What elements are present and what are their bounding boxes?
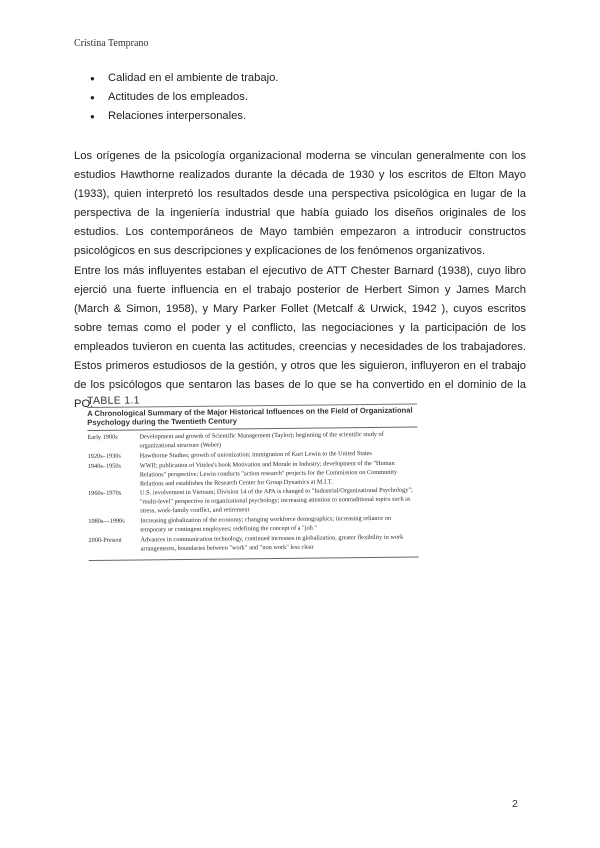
bullet-item: ● Actitudes de los empleados. — [90, 88, 278, 107]
table-row — [88, 534, 418, 555]
body-text — [74, 147, 526, 414]
historical-influences-table — [87, 393, 419, 592]
table-label: TABLE 1.1 — [86, 394, 140, 407]
table-description: Increasing globalization of the economy; changing workforce demographics; increasing reliance on temporary or contingent employees; redefining the concept of a "job." — [140, 514, 392, 534]
table-period: 2000-Present — [88, 536, 122, 544]
page-number: 2 — [512, 798, 518, 810]
table-description: Advances in communication technology, continued increases in globalization, greater flexibility in work arrangements, boundaries between "work" and "non work" less clear — [140, 533, 404, 553]
table-period: 1940s–1950s — [87, 462, 122, 470]
paragraph-origins: Los orígenes de la psicología organizacional moderna se vinculan generalmente con los estudios Hawthorne realizados durante la década de 1930 y los escritos de Elton Mayo (1933), quien interpretó los resultados desde una perspectiva psicológica en lugar de la perspectiva de la ingeniería industrial que había guiado los diseños originales de los estudios. Los contemporáneos de Mayo también empezaron a introducir constructos psicológicos en sus descripciones y explicaciones de los fenómenos organizativos. — [74, 150, 526, 258]
page-header-author: Cristina Temprano — [74, 38, 149, 49]
bullet-list — [90, 69, 278, 126]
table-row — [88, 515, 418, 536]
table-description: Development and growth of Scientific Management (Taylor); beginning of the scientific study of organizational structure (Weber) — [139, 430, 384, 450]
table-period: 1920s–1930s — [87, 452, 121, 460]
table-period: 1960s–1970s — [87, 490, 122, 498]
table-bottom-rule — [89, 556, 419, 560]
table-body — [87, 431, 418, 555]
table-row — [87, 431, 417, 452]
table-description: U.S. involvement in Vietnam; Division 14 of the APA is changed to "Industrial/Organizational Psychology"; "multi-level" perspective in organizational psychology; increasing attention to nontraditional topics such as stress, work-family conflict, and retirement — [139, 487, 413, 515]
table-title: A Chronological Summary of the Major Historical Influences on the Field of Organizational Psychology during the Twentieth Century — [87, 404, 417, 427]
table-description: Hawthorne Studies; growth of unionization; immigration of Kurt Lewin to the United States — [139, 449, 372, 460]
table-description: WWII; publication of Viteles's book Motivation and Morale in Industry; development of the "Human Relations" perspective; Lewin conducts "action research" projects for the Commission on Community Relations and establishes the Research Center for Group Dynamics at M.I.T. — [139, 459, 398, 487]
table-period: Early 1900s — [87, 433, 118, 441]
table-row — [88, 459, 418, 489]
bullet-item: ● Calidad en el ambiente de trabajo. — [90, 69, 278, 88]
paragraph-influences: Entre los más influyentes estaban el ejecutivo de ATT Chester Barnard (1938), cuyo libro ejerció una fuerte influencia en el trabajo posterior de Herbert Simon y James March (March & Simon, 1958), y Mary Parker Follet (Metcalf & Urwick, 1942 ), cuyos escritos sobre temas como el poder y el conflicto, las negociaciones y la participación de los empleados tuvieron en cuenta las actitudes, creencias y necesidades de los trabajadores. Estos primeros estudiosos de la gestión, y otros que les siguieron, influyeron en el trabajo de los psicólogos que sentaron las bases de lo que se ha convertido en el dominio de la PO. — [74, 264, 526, 411]
table-period: 1980s—1990s — [88, 517, 125, 526]
table-row — [88, 487, 418, 517]
bullet-item: ● Relaciones interpersonales. — [90, 107, 278, 126]
